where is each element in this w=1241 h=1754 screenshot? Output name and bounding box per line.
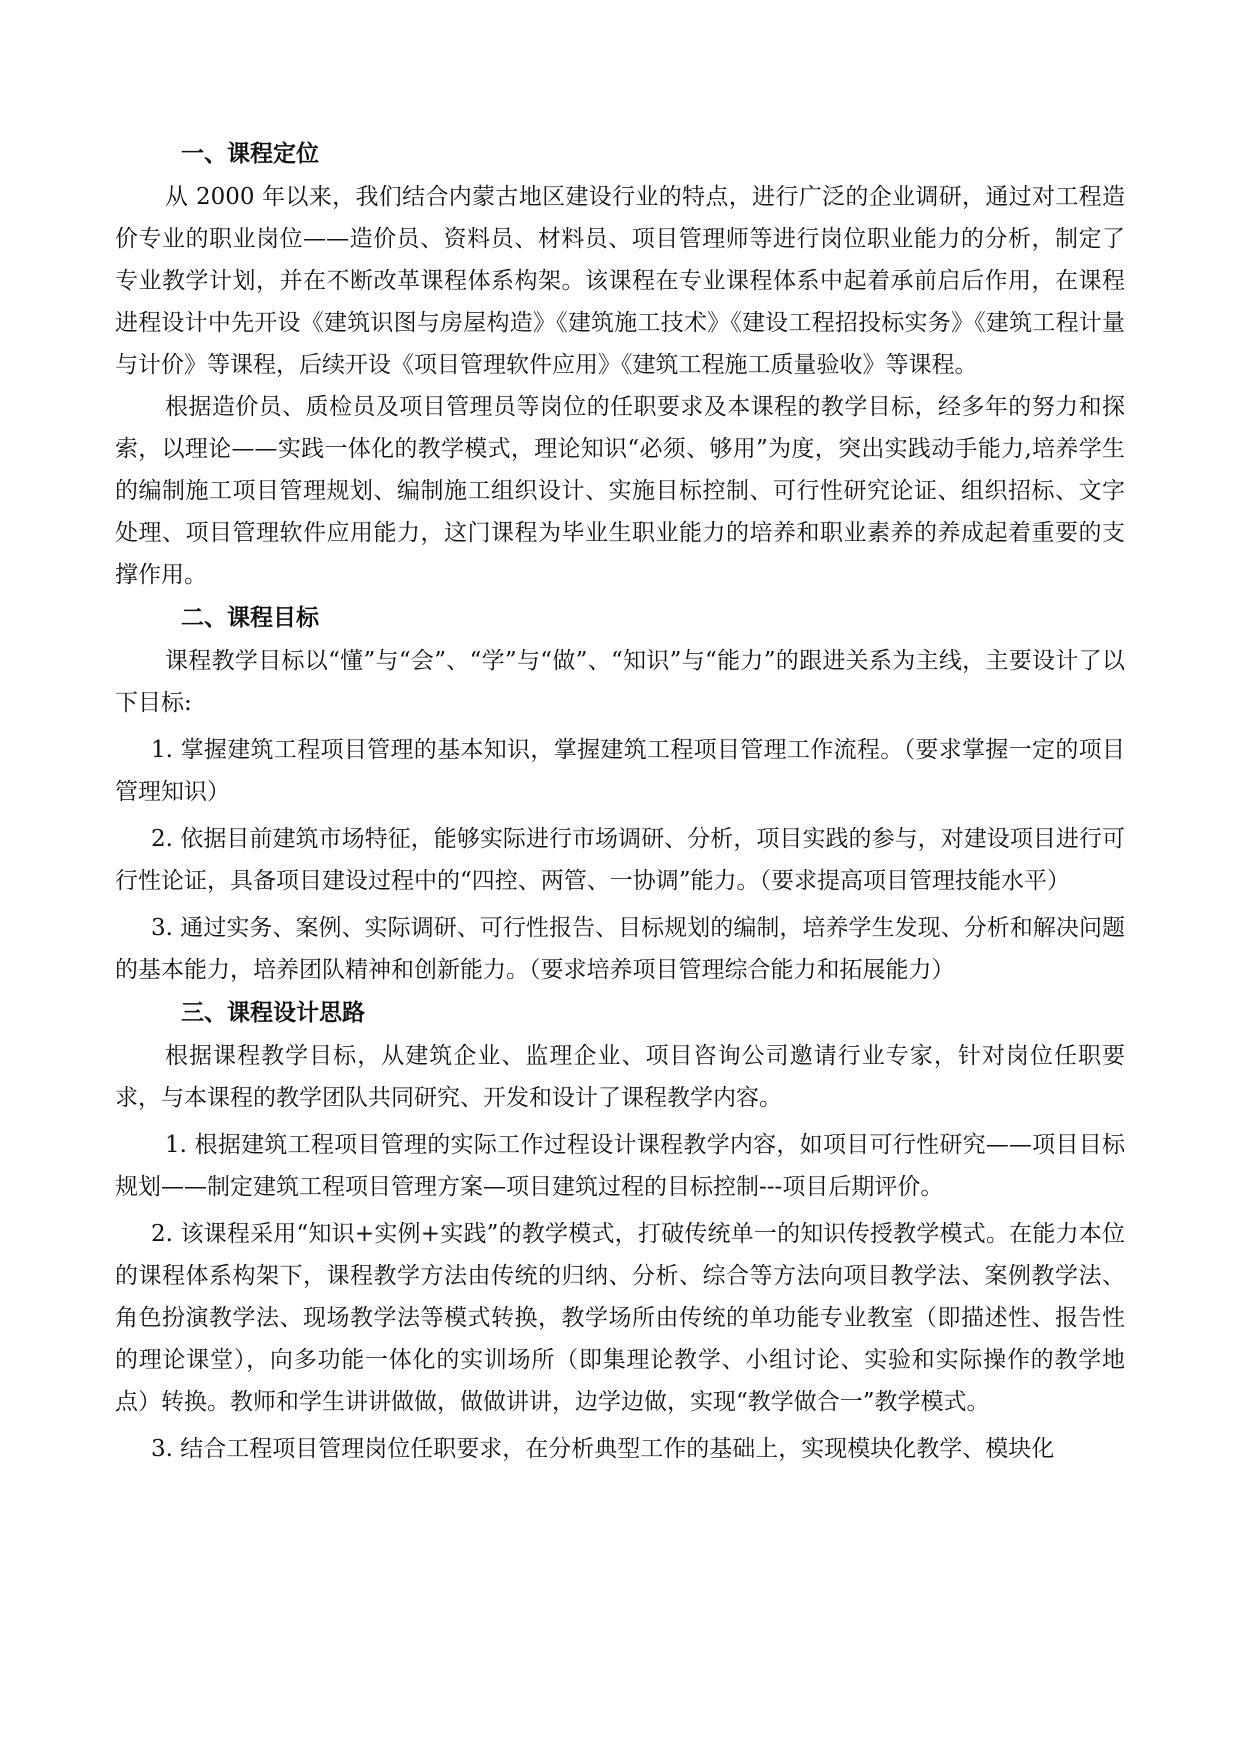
section-heading-design: 三、课程设计思路 bbox=[181, 1000, 365, 1026]
paragraph: 根据课程教学目标，从建筑企业、监理企业、项目咨询公司邀请行业专家，针对岗位任职要求，与本课程的教学团队共同研究、开发和设计了课程教学内容。 bbox=[115, 1043, 1125, 1111]
paragraph: 从 2000 年以来，我们结合内蒙古地区建设行业的特点，进行广泛的企业调研，通过对工程造价专业的职业岗位——造价员、资料员、材料员、项目管理师等进行岗位职业能力的分析，制定了专业教学计划，并在不断改革课程体系构架。该课程在专业课程体系中起着承前启后作用，在课程进程设计中先开设《建筑识图与房屋构造》《建筑施工技术》《建设工程招投标实务》《建筑工程计量与计价》等课程，后续开设《项目管理软件应用》《建筑工程施工质量验收》等课程。 bbox=[115, 184, 1125, 378]
list-item: 3. 结合工程项目管理岗位任职要求，在分析典型工作的基础上，实现模块化教学、模块化 bbox=[151, 1436, 1055, 1462]
paragraph: 根据造价员、质检员及项目管理员等岗位的任职要求及本课程的教学目标，经多年的努力和探索，以理论——实践一体化的教学模式，理论知识“必须、够用”为度，突出实践动手能力,培养学生的编制施工项目管理规划、编制施工组织设计、实施目标控制、可行性研究论证、组织招标、文字处理、项目管理软件应用能力，这门课程为毕业生职业能力的培养和职业素养的养成起着重要的支撑作用。 bbox=[115, 394, 1125, 588]
list-item: 1. 根据建筑工程项目管理的实际工作过程设计课程教学内容，如项目可行性研究——项目目标规划——制定建筑工程项目管理方案—项目建筑过程的目标控制---项目后期评价。 bbox=[115, 1132, 1125, 1200]
paragraph: 课程教学目标以“懂”与“会”、“学”与“做”、“知识”与“能力”的跟进关系为主线，主要设计了以下目标: bbox=[115, 648, 1125, 716]
list-item: 2. 依据目前建筑市场特征，能够实际进行市场调研、分析，项目实践的参与，对建设项目进行可行性论证，具备项目建设过程中的“四控、两管、一协调”能力。（要求提高项目管理技能水平） bbox=[115, 826, 1125, 894]
list-item: 1. 掌握建筑工程项目管理的基本知识，掌握建筑工程项目管理工作流程。（要求掌握一定的项目管理知识） bbox=[115, 737, 1125, 805]
list-item: 3. 通过实务、案例、实际调研、可行性报告、目标规划的编制，培养学生发现、分析和解决问题的基本能力，培养团队精神和创新能力。（要求培养项目管理综合能力和拓展能力） bbox=[115, 915, 1125, 983]
list-item: 2. 该课程采用“知识+实例+实践”的教学模式，打破传统单一的知识传授教学模式。在能力本位的课程体系构架下，课程教学方法由传统的归纳、分析、综合等方法向项目教学法、案例教学法、角色扮演教学法、现场教学法等模式转换，教学场所由传统的单功能专业教室（即描述性、报告性的理论课堂），向多功能一体化的实训场所（即集理论教学、小组讨论、实验和实际操作的教学地点）转换。教师和学生讲讲做做，做做讲讲，边学边做，实现“教学做合一”教学模式。 bbox=[115, 1221, 1125, 1415]
section-heading-positioning: 一、课程定位 bbox=[181, 141, 319, 167]
section-heading-objectives: 二、课程目标 bbox=[181, 605, 319, 631]
document-page bbox=[115, 132, 1125, 1470]
